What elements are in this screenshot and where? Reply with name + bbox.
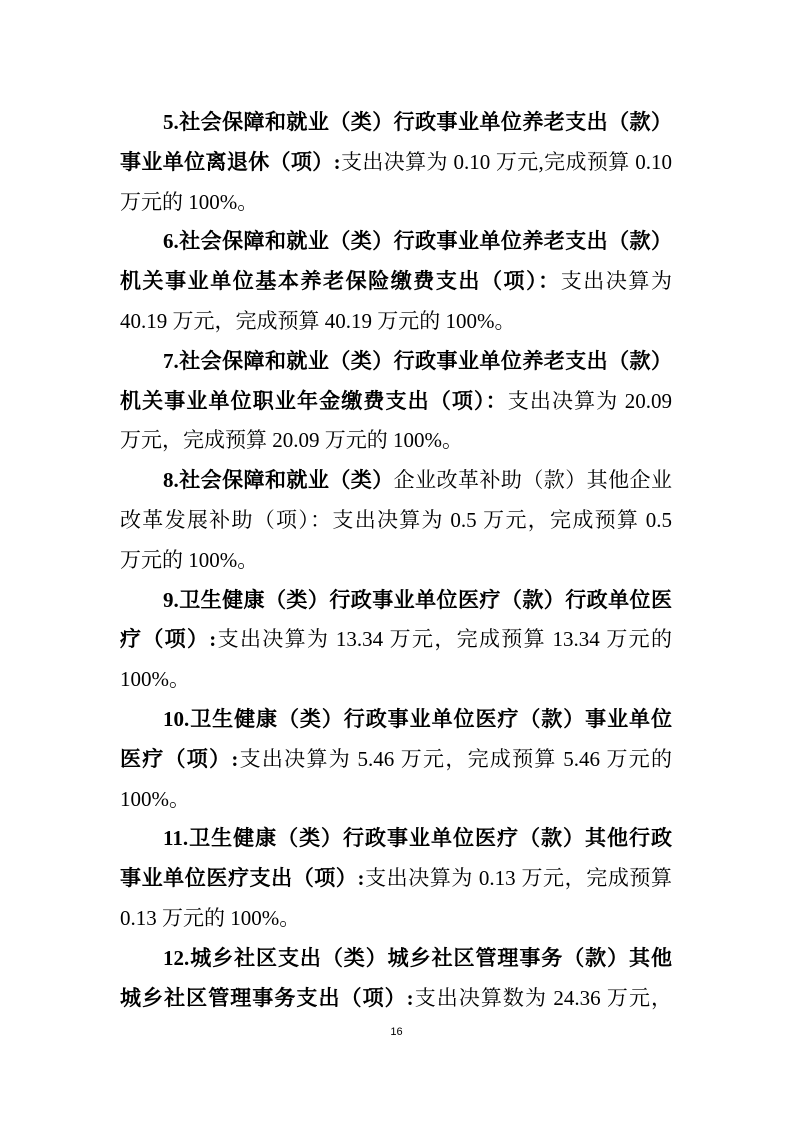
item-heading-text: 12.城乡社区支出（类）城乡社区管理事务（款）其他	[163, 945, 672, 970]
paragraph	[120, 222, 672, 341]
item-body-text: 0.13 万元的 100%。	[120, 905, 301, 930]
text-line	[120, 103, 672, 143]
text-line	[120, 581, 672, 621]
item-body-text: 100%。	[120, 786, 190, 811]
paragraph	[120, 939, 672, 1019]
item-heading-text: 6.社会保障和就业（类）行政事业单位养老支出（款）	[163, 229, 672, 254]
item-body-text: 100%。	[120, 667, 190, 692]
text-line	[120, 700, 672, 740]
item-body-text: 企业改革补助（款）其他企业	[393, 468, 673, 493]
paragraph	[120, 581, 672, 700]
item-heading-text: 事业单位医疗支出（项）:	[120, 866, 365, 891]
text-line	[120, 421, 672, 461]
item-heading-text: 10.卫生健康（类）行政事业单位医疗（款）事业单位	[163, 706, 672, 731]
text-line	[120, 740, 672, 780]
text-line	[120, 819, 672, 859]
item-body-text: 支出决算为 20.09	[507, 388, 672, 413]
item-heading-text: 城乡社区管理事务支出（项）:	[120, 985, 414, 1010]
item-heading-text: 事业单位离退休（项）:	[120, 149, 341, 174]
text-line	[120, 342, 672, 382]
text-line	[120, 143, 672, 183]
text-line	[120, 620, 672, 660]
text-line	[120, 660, 672, 700]
item-heading-text: 11.卫生健康（类）行政事业单位医疗（款）其他行政	[163, 826, 672, 851]
item-body-text: 支出决算为 0.13 万元，完成预算	[364, 866, 672, 891]
text-line	[120, 541, 672, 581]
text-line	[120, 501, 672, 541]
text-line	[120, 979, 672, 1019]
paragraph	[120, 103, 672, 222]
text-line	[120, 899, 672, 939]
item-body-text: 改革发展补助（项）：支出决算为 0.5 万元，完成预算 0.5	[120, 507, 672, 532]
item-heading-text: 7.社会保障和就业（类）行政事业单位养老支出（款）	[163, 348, 672, 373]
text-line	[120, 382, 672, 422]
item-body-text: 万元的 100%。	[120, 547, 259, 572]
text-line	[120, 302, 672, 342]
text-line	[120, 461, 672, 501]
paragraph	[120, 819, 672, 938]
item-body-text: 万元的 100%。	[120, 189, 259, 214]
item-body-text: 支出决算为 0.10 万元,完成预算 0.10	[340, 149, 673, 174]
page-number: 16	[390, 1026, 403, 1038]
item-heading-text: 机关事业单位基本养老保险缴费支出（项）：	[120, 269, 561, 294]
paragraph	[120, 461, 672, 580]
text-line	[120, 859, 672, 899]
document-body	[120, 103, 672, 1018]
item-body-text: 支出决算为 5.46 万元，完成预算 5.46 万元的	[238, 746, 673, 771]
item-heading-text: 9.卫生健康（类）行政事业单位医疗（款）行政单位医	[163, 587, 672, 612]
item-heading-text: 医疗（项）:	[120, 746, 239, 771]
item-heading-text: 5.社会保障和就业（类）行政事业单位养老支出（款）	[163, 110, 672, 134]
item-heading-text: 8.社会保障和就业（类）	[163, 468, 394, 493]
item-body-text: 支出决算数为 24.36 万元，	[413, 985, 672, 1010]
text-line	[120, 939, 672, 979]
item-body-text: 40.19 万元，完成预算 40.19 万元的 100%。	[120, 308, 516, 333]
item-body-text: 万元，完成预算 20.09 万元的 100%。	[120, 428, 463, 453]
text-line	[120, 183, 672, 223]
item-body-text: 支出决算为	[560, 269, 672, 294]
item-heading-text: 机关事业单位职业年金缴费支出（项）：	[120, 388, 508, 413]
text-line	[120, 222, 672, 262]
item-heading-text: 疗（项）:	[120, 627, 217, 652]
paragraph	[120, 700, 672, 819]
text-line	[120, 262, 672, 302]
text-line	[120, 780, 672, 820]
paragraph	[120, 342, 672, 461]
item-body-text: 支出决算为 13.34 万元，完成预算 13.34 万元的	[216, 627, 673, 652]
